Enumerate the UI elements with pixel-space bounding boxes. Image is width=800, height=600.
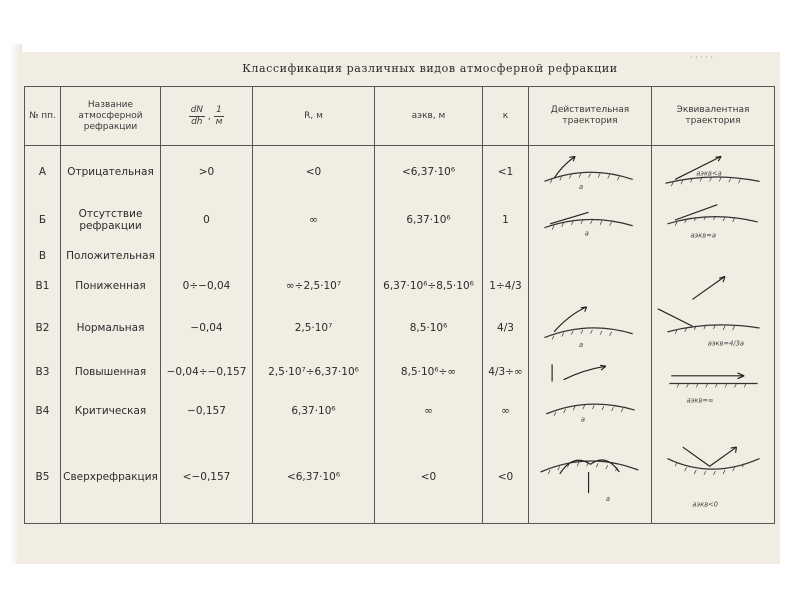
table-row <box>25 242 775 270</box>
equivalent-trajectory-cell <box>652 354 775 390</box>
row-radius: <6,37·10⁶ <box>253 432 375 524</box>
row-gradient: −0,157 <box>161 390 253 432</box>
refraction-table <box>24 86 775 524</box>
equivalent-label: aэкв=∞ <box>686 395 714 404</box>
table-row <box>25 270 775 302</box>
row-name: Пониженная <box>61 270 161 302</box>
row-k: ∞ <box>483 390 529 432</box>
header-num: № пп. <box>25 87 61 146</box>
row-radius: 2,5·10⁷ <box>253 302 375 354</box>
row-radius <box>253 242 375 270</box>
row-num: В3 <box>25 354 61 390</box>
row-radius: <0 <box>253 146 375 198</box>
row-name: Повышенная <box>61 354 161 390</box>
row-name: Нормальная <box>61 302 161 354</box>
row-k: 4/3÷∞ <box>483 354 529 390</box>
equivalent-trajectory-diagram <box>654 146 772 198</box>
row-gradient: <−0,157 <box>161 432 253 524</box>
actual-trajectory-diagram <box>531 198 649 242</box>
actual-label: a <box>584 228 589 237</box>
row-num: В <box>25 242 61 270</box>
row-name: Отрицательная <box>61 146 161 198</box>
table-row <box>25 390 775 432</box>
row-gradient: 0÷−0,04 <box>161 270 253 302</box>
row-name: Отсутствие рефракции <box>61 198 161 242</box>
row-k: <0 <box>483 432 529 524</box>
header-gradient: $\frac{dN}{dh}$ , $\frac{1}{м}$ <box>161 87 253 146</box>
equivalent-label: aэкв<0 <box>692 500 719 509</box>
gradient-fraction <box>189 105 205 128</box>
equivalent-label: aэкв=a <box>690 230 716 239</box>
gradient-unit-fraction <box>214 105 225 128</box>
equivalent-trajectory-cell <box>652 270 775 302</box>
equivalent-trajectory-cell <box>652 390 775 432</box>
row-radius: 2,5·10⁷÷6,37·10⁶ <box>253 354 375 390</box>
actual-trajectory-cell <box>529 390 652 432</box>
row-radius: ∞÷2,5·10⁷ <box>253 270 375 302</box>
actual-label: a <box>578 340 584 349</box>
actual-trajectory-cell <box>529 198 652 242</box>
corner-mark: · · · · · <box>690 53 713 62</box>
table-row <box>25 198 775 242</box>
row-radius: ∞ <box>253 198 375 242</box>
equivalent-trajectory-diagram <box>654 390 772 432</box>
actual-trajectory-diagram <box>531 432 649 524</box>
table-row <box>25 146 775 198</box>
gradient-unit-numerator: 1 <box>214 105 225 117</box>
row-gradient: >0 <box>161 146 253 198</box>
actual-label: a <box>578 183 584 192</box>
table-title: Классификация различных видов атмосферной рефракции <box>242 62 618 75</box>
row-name: Сверхрефракция <box>61 432 161 524</box>
actual-trajectory-cell <box>529 302 652 354</box>
row-gradient: −0,04÷−0,157 <box>161 354 253 390</box>
row-k: <1 <box>483 146 529 198</box>
actual-trajectory-cell <box>529 432 652 524</box>
row-gradient <box>161 242 253 270</box>
header-equivalent-trajectory: Эквивалентная траектория <box>652 87 775 146</box>
row-aeq: <6,37·10⁶ <box>375 146 483 198</box>
header-row <box>25 87 775 146</box>
row-gradient: 0 <box>161 198 253 242</box>
row-name: Критическая <box>61 390 161 432</box>
equivalent-trajectory-cell <box>652 198 775 242</box>
row-aeq: 6,37·10⁶÷8,5·10⁶ <box>375 270 483 302</box>
row-k: 4/3 <box>483 302 529 354</box>
row-num: Б <box>25 198 61 242</box>
row-k <box>483 242 529 270</box>
header-actual-trajectory: Действительная траектория <box>529 87 652 146</box>
row-k: 1 <box>483 198 529 242</box>
equivalent-trajectory-diagram <box>654 432 772 524</box>
row-aeq: 8,5·10⁶ <box>375 302 483 354</box>
row-aeq: <0 <box>375 432 483 524</box>
row-num: В4 <box>25 390 61 432</box>
row-aeq <box>375 242 483 270</box>
row-k: 1÷4/3 <box>483 270 529 302</box>
equivalent-trajectory-cell <box>652 146 775 198</box>
actual-trajectory-cell <box>529 270 652 302</box>
row-num: В1 <box>25 270 61 302</box>
gradient-numerator: dN <box>190 104 204 115</box>
gradient-denominator: dh <box>191 116 203 127</box>
equivalent-trajectory-diagram <box>654 354 772 390</box>
header-name: Название атмосферной рефракции <box>61 87 161 146</box>
table-row <box>25 302 775 354</box>
row-radius: 6,37·10⁶ <box>253 390 375 432</box>
equivalent-label: aэкв=4/3a <box>707 338 745 347</box>
equivalent-trajectory-cell <box>652 432 775 524</box>
row-name: Положительная <box>61 242 161 270</box>
row-aeq: ∞ <box>375 390 483 432</box>
header-aeq: aэкв, м <box>375 87 483 146</box>
equivalent-trajectory-cell <box>652 302 775 354</box>
actual-trajectory-cell <box>529 354 652 390</box>
row-num: А <box>25 146 61 198</box>
row-num: В5 <box>25 432 61 524</box>
row-num: В2 <box>25 302 61 354</box>
equivalent-trajectory-cell <box>652 242 775 270</box>
actual-trajectory-diagram <box>531 354 649 390</box>
gradient-unit-denominator: м <box>215 116 223 127</box>
actual-trajectory-cell <box>529 146 652 198</box>
equivalent-trajectory-diagram <box>654 270 772 302</box>
table-row <box>25 432 775 524</box>
actual-trajectory-diagram <box>531 390 649 432</box>
row-gradient: −0,04 <box>161 302 253 354</box>
header-k: к <box>483 87 529 146</box>
row-aeq: 6,37·10⁶ <box>375 198 483 242</box>
equivalent-trajectory-diagram <box>654 198 772 242</box>
actual-trajectory-cell <box>529 242 652 270</box>
row-aeq: 8,5·10⁶÷∞ <box>375 354 483 390</box>
actual-trajectory-diagram <box>531 146 649 198</box>
actual-label: a <box>605 494 610 503</box>
equivalent-label: aэкв<a <box>696 169 722 178</box>
actual-label: a <box>580 415 585 424</box>
actual-trajectory-diagram <box>531 302 649 354</box>
table-row <box>25 354 775 390</box>
header-radius: R, м <box>253 87 375 146</box>
equivalent-trajectory-diagram <box>654 302 772 354</box>
